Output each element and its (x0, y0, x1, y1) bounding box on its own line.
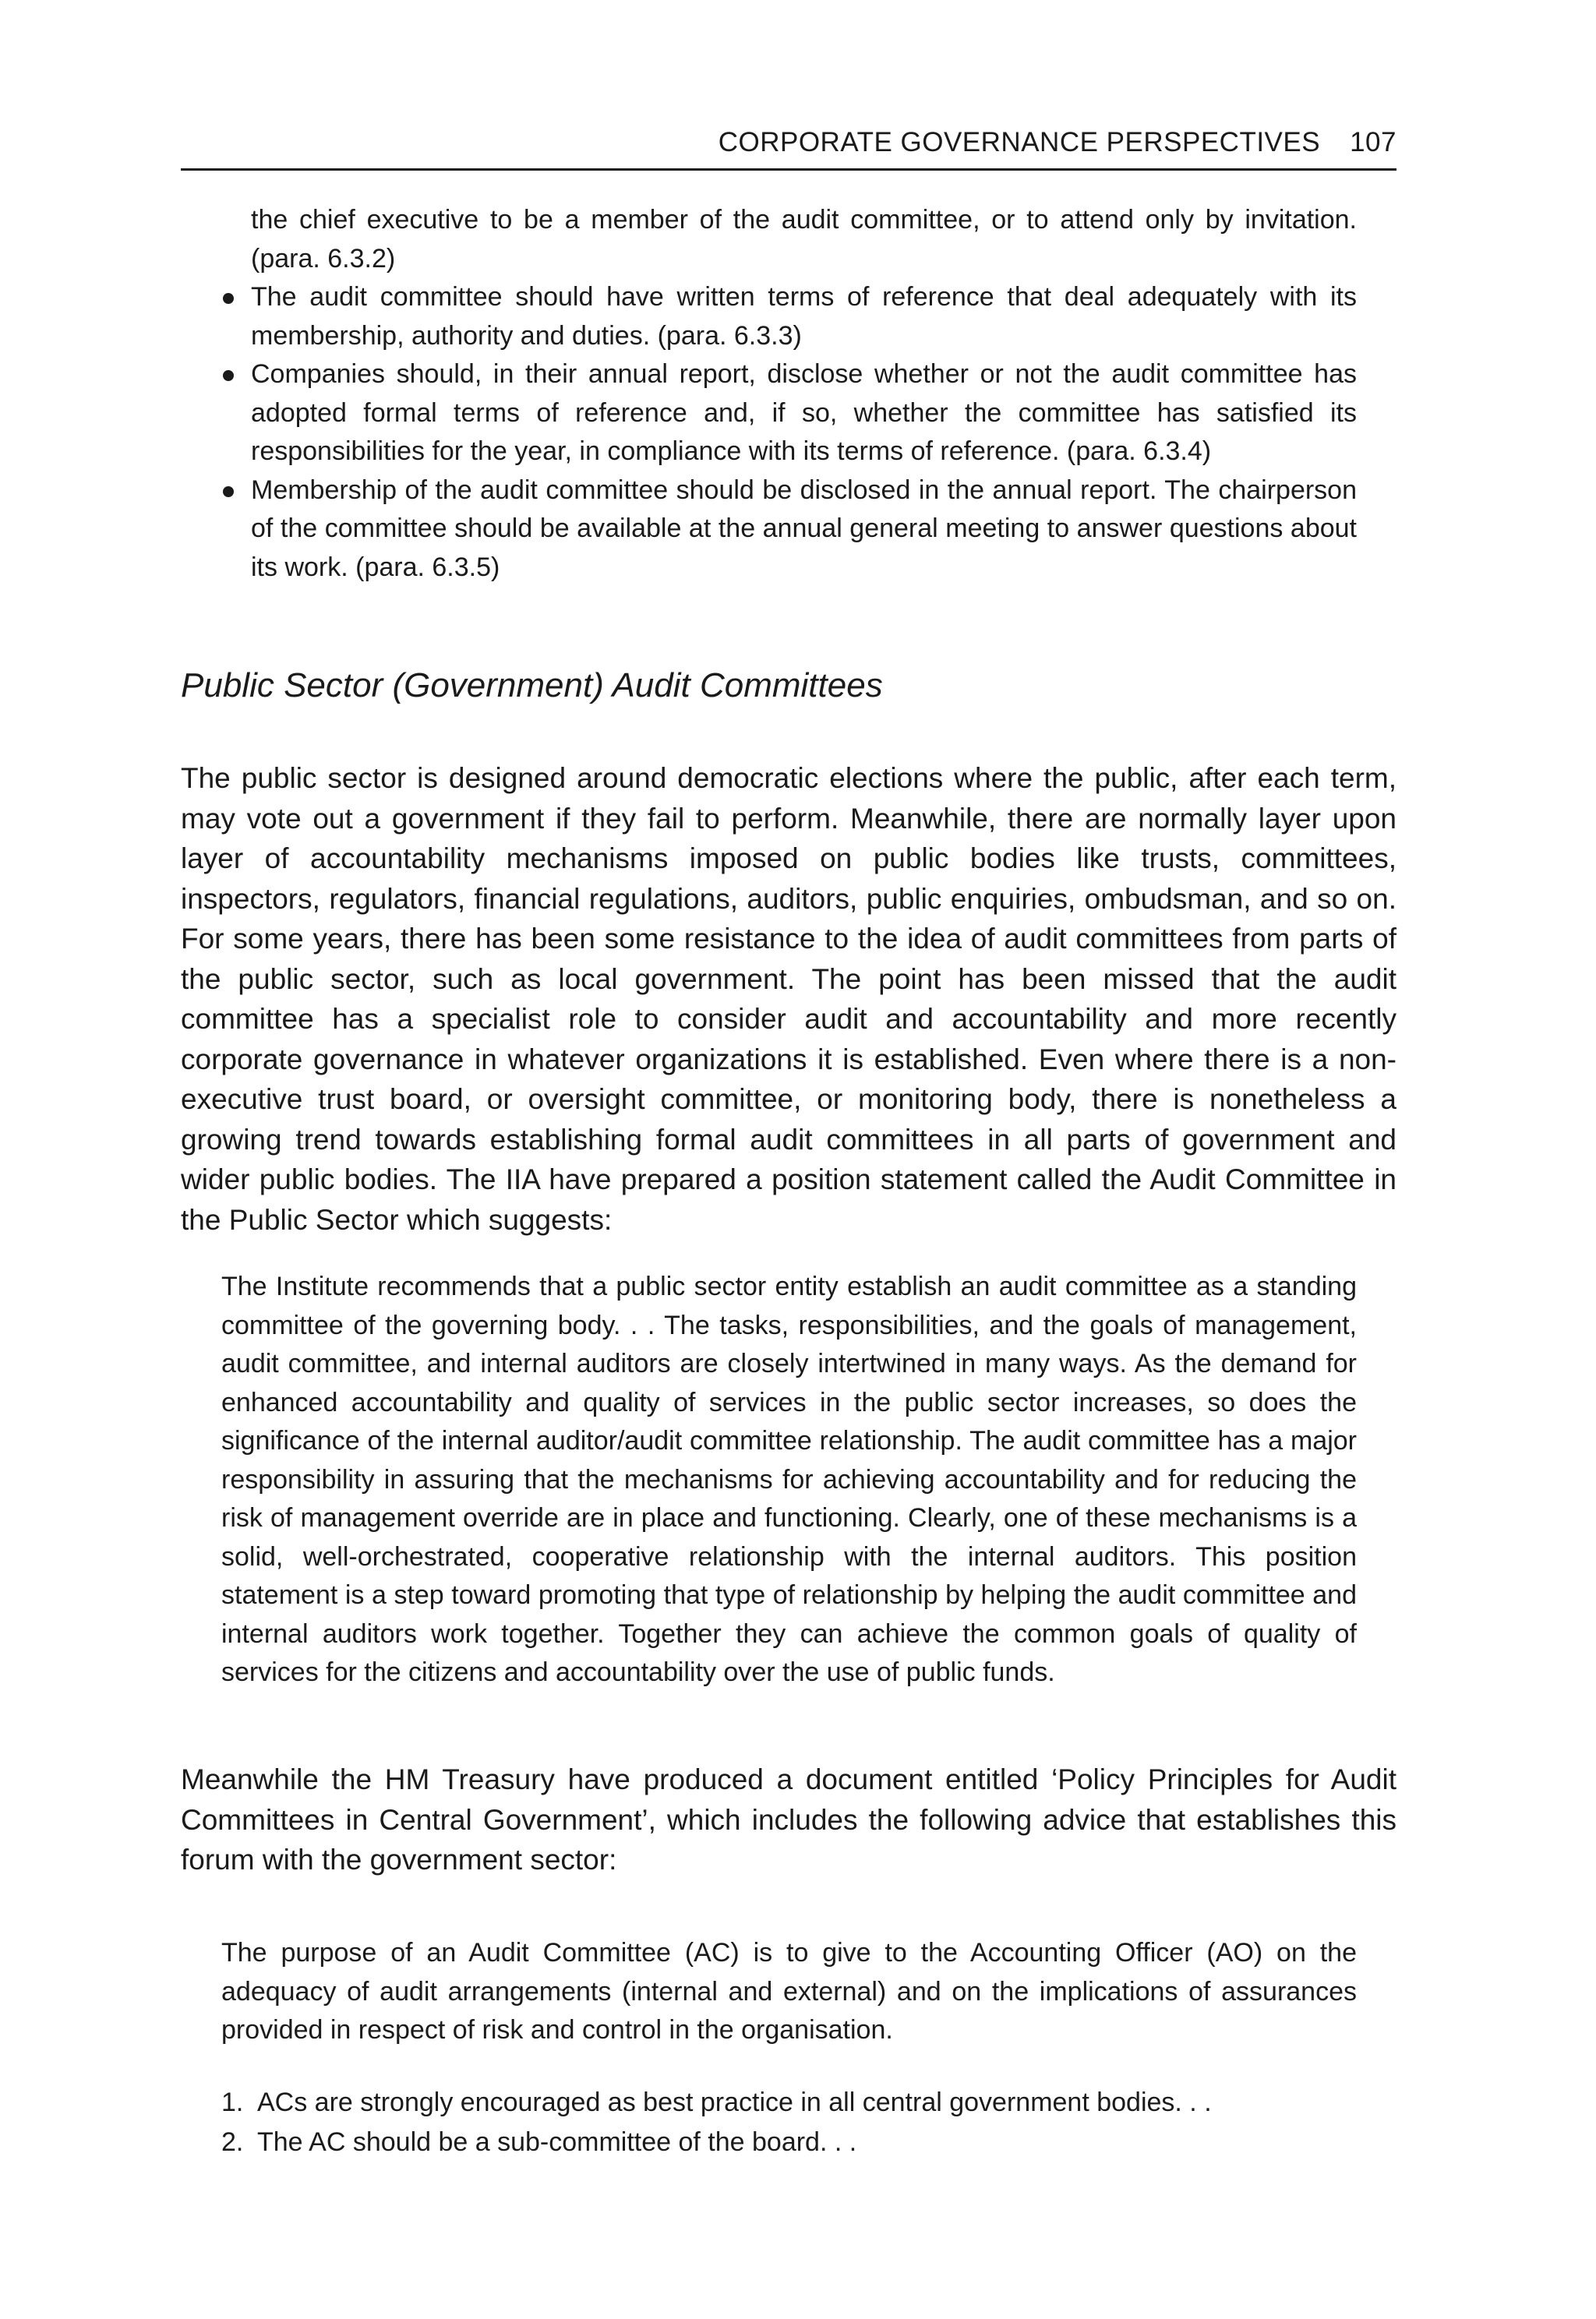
body-paragraph: Meanwhile the HM Treasury have produced a document entitled ‘Policy Principles for Audit Committees in Central Government’, which includes the following advice that establishes this forum with the government sector: (181, 1763, 1396, 1876)
bullet-icon (223, 486, 234, 497)
item-text: The AC should be a sub-committee of the board. . . (257, 2127, 857, 2157)
bullet-text: Companies should, in their annual report, disclose whether or not the audit committee has adopted formal terms of reference and, if so, whether the committee has satisfied its responsibilities for the year, in compliance with its terms of reference. (para. 6.3.4) (251, 359, 1357, 466)
numbered-list (221, 2083, 1357, 2162)
block-quote: The Institute recommends that a public sector entity establish an audit committee as a standing committee of the governing body. . . The tasks, responsibilities, and the goals of management, audit committee, and internal auditors are closely intertwined in many ways. As the demand for enhanced accountability and quality of services in the public sector increases, so does the significance of the internal auditor/audit committee relationship. The audit committee has a major responsibility in assuring that the mechanisms for achieving accountability and for reducing the risk of management override are in place and functioning. Clearly, one of these mechanisms is a solid, well-orchestrated, cooperative relationship with the internal auditors. This position statement is a step toward promoting that type of relationship by helping the audit committee and internal auditors work together. Together they can achieve the common goals of quality of services for the citizens and accountability over the use of public funds. (221, 1272, 1357, 1687)
bullet-icon (223, 370, 234, 381)
item-text: ACs are strongly encouraged as best practice in all central government bodies. . . (257, 2088, 1212, 2117)
item-number: 1. (221, 2088, 244, 2117)
block-quote: The purpose of an Audit Committee (AC) is to give to the Accounting Officer (AO) on the adequacy of audit arrangements (internal and external) and on the implications of assurances provided in respect of risk and control in the organisation. (221, 1938, 1357, 2045)
body-paragraph: The public sector is designed around democratic elections where the public, after each term, may vote out a government if they fail to perform. Meanwhile, there are normally layer upon layer of accountability mechanisms imposed on public bodies like trusts, committees, inspectors, regulators, financial regulations, auditors, public enquiries, ombudsman, and so on. For some years, there has been some resistance to the idea of audit committees from parts of the public sector, such as local government. The point has been missed that the audit committee has a specialist role to consider audit and accountability and more recently corporate governance in whatever organizations it is established. Even where there is a non-executive trust board, or oversight committee, or monitoring body, there is nonetheless a growing trend towards establishing formal audit committees in all parts of government and wider public bodies. The IIA have prepared a position statement called the Audit Committee in the Public Sector which suggests: (181, 762, 1396, 1236)
bullet-item (181, 471, 1357, 588)
numbered-item (221, 2123, 1357, 2162)
page-number: 107 (1350, 127, 1396, 157)
item-number: 2. (221, 2127, 244, 2157)
bullet-text: Membership of the audit committee should be disclosed in the annual report. The chairperson of the committee should be available at the annual general meeting to answer questions about its work. (para. 6.3.5) (251, 475, 1357, 582)
running-header (181, 117, 1396, 171)
bullet-list (181, 201, 1357, 587)
bullet-item (181, 278, 1357, 355)
numbered-item (221, 2083, 1357, 2123)
bullet-text: The audit committee should have written terms of reference that deal adequately with its membership, authority and duties. (para. 6.3.3) (251, 282, 1357, 351)
section-heading: Public Sector (Government) Audit Committees (181, 666, 883, 704)
continuation-text: the chief executive to be a member of the audit committee, or to attend only by invitation. (para. 6.3.2) (251, 205, 1357, 274)
bullet-item (181, 355, 1357, 471)
bullet-icon (223, 293, 234, 304)
running-header-title: CORPORATE GOVERNANCE PERSPECTIVES (718, 127, 1321, 157)
